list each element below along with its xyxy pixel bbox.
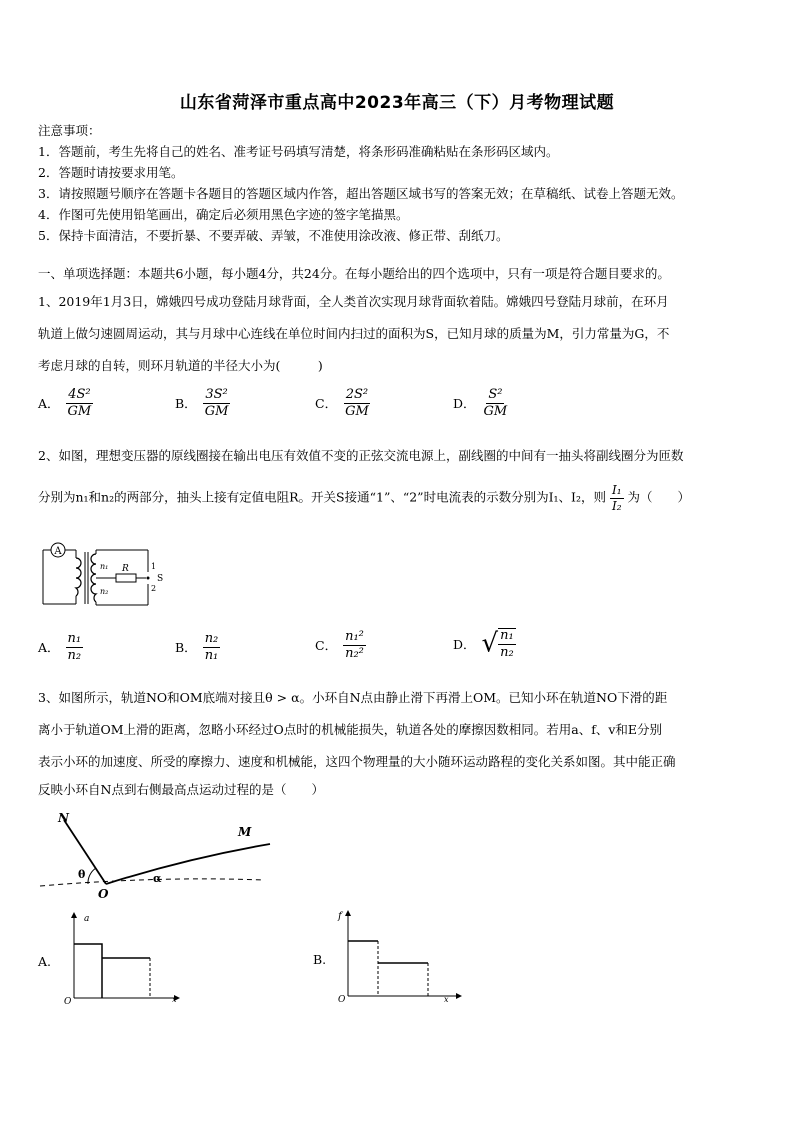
- q3-b-xaxis-label: x: [444, 995, 449, 1002]
- q3-text: 反映小环自N点到右侧最高点运动过程的是（ ）: [38, 782, 324, 797]
- notice-item: 4．作图可先使用铅笔画出，确定后必须用黑色字迹的签字笔描黑。: [38, 207, 409, 222]
- label-O: O: [98, 887, 109, 900]
- track-diagram: [38, 810, 278, 900]
- q3-b-origin-label: O: [338, 995, 346, 1002]
- section-heading: 一、单项选择题：本题共6小题，每小题4分，共24分。在每小题给出的四个选项中，只有一项是符合题目要求的。: [38, 266, 670, 281]
- switch-label: S: [157, 574, 164, 584]
- n2-label: n₂: [100, 587, 109, 596]
- q3-a-xaxis-label: x: [172, 995, 177, 1004]
- track-OM: [106, 844, 270, 884]
- switch-pos1-label: 1: [151, 562, 157, 571]
- switch-pos2-label: 2: [151, 584, 157, 593]
- transformer-circuit-diagram: [38, 538, 178, 610]
- q1-option-c: C． $\frac{\text{2S²}}{GM}$: [315, 387, 369, 419]
- notice-heading: 注意事项：: [38, 123, 101, 138]
- label-N: N: [58, 811, 69, 825]
- q1-option-b: B． $\frac{\text{3S²}}{GM}$: [175, 387, 229, 419]
- notice-item: 1．答题前，考生先将自己的姓名、准考证号码填写清楚，将条形码准确粘贴在条形码区域内。: [38, 144, 559, 159]
- label-alpha: α: [153, 872, 162, 885]
- notice-item: 2．答题时请按要求用笔。: [38, 165, 184, 180]
- q3-option-a-label: A.: [38, 954, 52, 969]
- secondary-coil: [91, 554, 96, 602]
- q3-text: 3、如图所示，轨道NO和OM底端对接且θ > α。小环自N点由静止滑下再滑上OM。已知小环在轨道NO下滑的距: [38, 690, 668, 705]
- page-title: 山东省菏泽市重点高中2023年高三（下）月考物理试题: [179, 93, 615, 113]
- q1-text: 考虑月球的自转，则环月轨道的半径大小为( ): [38, 358, 323, 373]
- notice-item: 5．保持卡面清洁，不要折暴、不要弄破、弄皱，不准使用涂改液、修正带、刮纸刀。: [38, 228, 509, 243]
- q1-option-d: D． $\frac{\text{S²}}{GM}$: [453, 387, 508, 419]
- q2-option-a: A． $\frac{\text{n₁}}{\text{n₂}}$: [38, 631, 82, 663]
- primary-coil: [76, 558, 81, 596]
- q2-text: 2、如图，理想变压器的原线圈接在输出电压有效值不变的正弦交流电源上，副线圈的中间有一抽头将副线圈分为匝数: [38, 448, 684, 463]
- q2-option-b: B． $\frac{\text{n₂}}{\text{n₁}}$: [175, 631, 219, 663]
- q2-option-d: D． √ $\frac{\text{n₁}}{\text{n₂}}$: [453, 628, 514, 660]
- q3-a-yaxis-label: a: [84, 914, 90, 924]
- q3-b-yaxis-label: f: [338, 911, 342, 922]
- q3-a-origin-label: O: [64, 997, 72, 1004]
- resistor: [116, 574, 136, 582]
- q2-text-line2: 分别为n₁和n₂的两部分，抽头上接有定值电阻R。开关S接通“1”、“2”时电流表的示数分别为I₁、I₂，则 $\frac{\text{I₁}}{\text{I₂}}$ 为（ ）: [38, 483, 691, 513]
- label-theta: θ: [78, 868, 86, 881]
- q3-text: 表示小环的加速度、所受的摩擦力、速度和机械能，这四个物理量的大小随环运动路程的变化关系如图。其中能正确: [38, 754, 676, 769]
- q3-text: 离小于轨道OM上滑的距离，忽略小环经过O点时的机械能损失，轨道各处的摩擦因数相同。若用a、f、v和E分别: [38, 722, 663, 737]
- q1-text: 1、2019年1月3日，嫦娥四号成功登陆月球背面，全人类首次实现月球背面软着陆。嫦娥四号登陆月球前，在环月: [38, 294, 669, 309]
- q3-option-b-label: B.: [313, 952, 327, 967]
- ammeter-label: A: [54, 546, 62, 557]
- notice-item: 3．请按照题号顺序在答题卡各题目的答题区域内作答，超出答题区域书写的答案无效；在草稿纸、试卷上答题无效。: [38, 186, 684, 201]
- q3-option-a-graph: [62, 912, 182, 1004]
- n1-label: n₁: [100, 562, 109, 571]
- q1-option-a: A． $\frac{\text{4S²}}{GM}$: [38, 387, 92, 419]
- horizontal-reference: [40, 879, 264, 886]
- q2-option-c: C． $\frac{\text{n₁²}}{\text{n₂²}}$: [315, 629, 364, 661]
- q1-text: 轨道上做匀速圆周运动，其与月球中心连线在单位时间内扫过的面积为S，已知月球的质量为M，引力常量为G，不: [38, 326, 670, 341]
- q3-option-b-graph: [336, 910, 466, 1002]
- resistor-label: R: [122, 564, 129, 574]
- label-M: M: [238, 825, 252, 839]
